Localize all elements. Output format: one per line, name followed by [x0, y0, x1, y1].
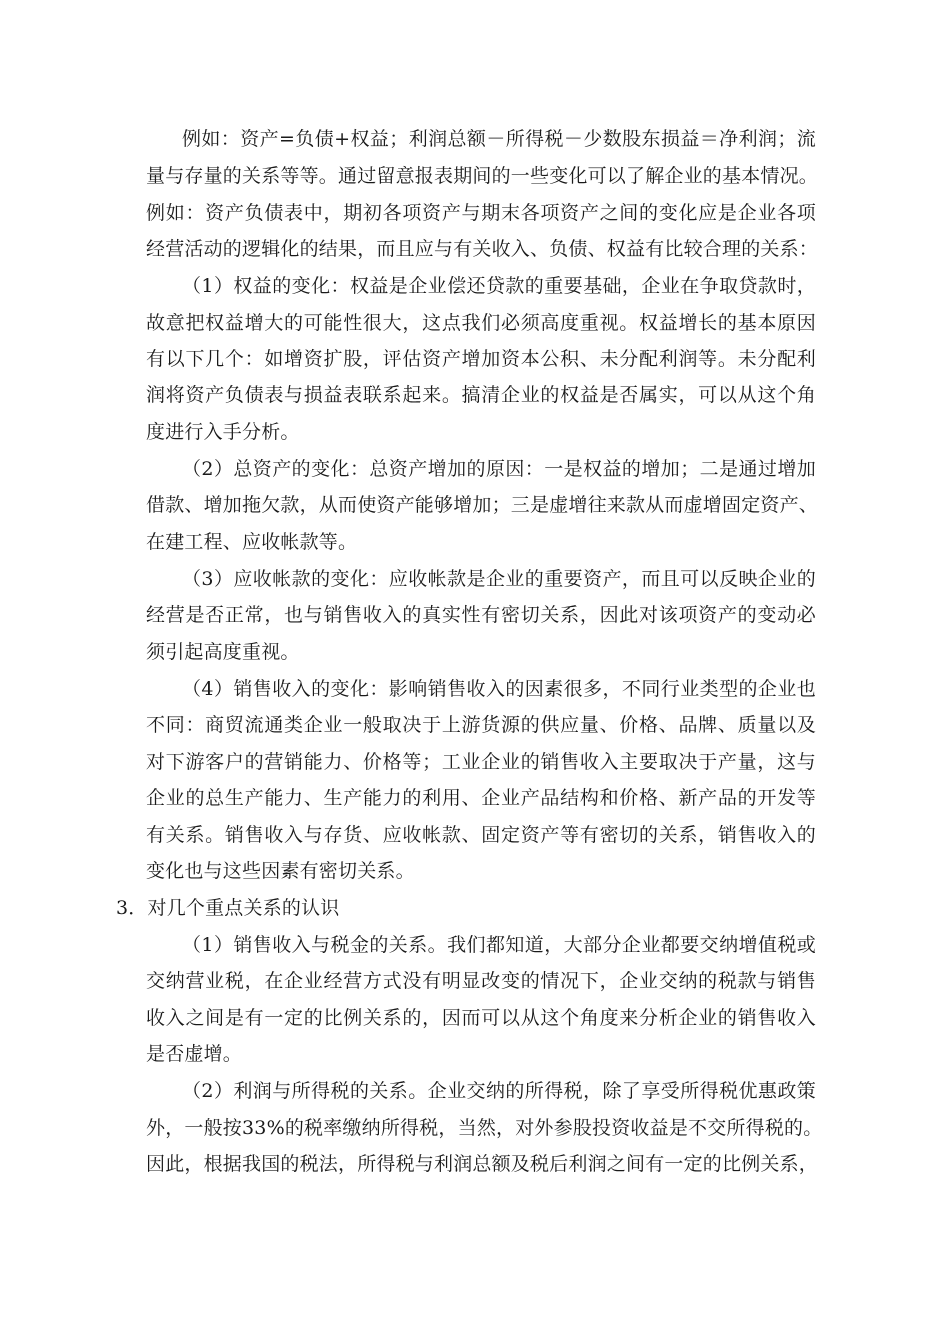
- paragraph-line: 有关系。销售收入与存货、应收帐款、固定资产等有密切的关系，销售收入的: [146, 824, 816, 846]
- paragraph-line: 企业的总生产能力、生产能力的利用、企业产品结构和价格、新产品的开发等: [146, 787, 816, 809]
- paragraph-line: 收入之间是有一定的比例关系的，因而可以从这个角度来分析企业的销售收入: [146, 1007, 816, 1029]
- paragraph-line: （2）利润与所得税的关系。企业交纳的所得税，除了享受所得税优惠政策: [182, 1080, 816, 1102]
- paragraph-line: （4）销售收入的变化：影响销售收入的因素很多，不同行业类型的企业也: [182, 678, 816, 700]
- paragraph-line: 润将资产负债表与损益表联系起来。搞清企业的权益是否属实，可以从这个角: [146, 384, 816, 406]
- paragraph-line: 有以下几个：如增资扩股，评估资产增加资本公积、未分配利润等。未分配利: [146, 348, 816, 370]
- paragraph-line: （1）权益的变化：权益是企业偿还贷款的重要基础，企业在争取贷款时，: [182, 275, 816, 297]
- paragraph-line: 度进行入手分析。: [146, 421, 300, 443]
- paragraph-line: 借款、增加拖欠款，从而使资产能够增加；三是虚增往来款从而虚增固定资产、: [146, 494, 819, 516]
- paragraph-line: 是否虚增。: [146, 1043, 243, 1065]
- paragraph-line: 经营活动的逻辑化的结果，而且应与有关收入、负债、权益有比较合理的关系：: [146, 238, 819, 260]
- paragraph-line: 例如：资产负债表中，期初各项资产与期末各项资产之间的变化应是企业各项: [146, 202, 816, 224]
- paragraph-line: 经营是否正常，也与销售收入的真实性有密切关系，因此对该项资产的变动必: [146, 604, 816, 626]
- paragraph-line: 因此，根据我国的税法，所得税与利润总额及税后利润之间有一定的比例关系，: [146, 1153, 819, 1175]
- paragraph-line: 对下游客户的营销能力、价格等；工业企业的销售收入主要取决于产量，这与: [146, 751, 816, 773]
- paragraph-line: 须引起高度重视。: [146, 641, 300, 663]
- paragraph-line: 变化也与这些因素有密切关系。: [146, 860, 415, 882]
- paragraph-line: （3）应收帐款的变化：应收帐款是企业的重要资产，而且可以反映企业的: [182, 568, 816, 590]
- paragraph-line: 量与存量的关系等等。通过留意报表期间的一些变化可以了解企业的基本情况。: [146, 165, 819, 187]
- paragraph-line: 交纳营业税，在企业经营方式没有明显改变的情况下，企业交纳的税款与销售: [146, 970, 816, 992]
- paragraph-line: 不同：商贸流通类企业一般取决于上游货源的供应量、价格、品牌、质量以及: [146, 714, 816, 736]
- paragraph-line: 故意把权益增大的可能性很大，这点我们必须高度重视。权益增长的基本原因: [146, 312, 816, 334]
- paragraph-line: （2）总资产的变化：总资产增加的原因：一是权益的增加；二是通过增加: [182, 458, 816, 480]
- paragraph-line: 外，一般按33%的税率缴纳所得税，当然，对外参股投资收益是不交所得税的。: [146, 1117, 823, 1139]
- paragraph-line: 在建工程、应收帐款等。: [146, 531, 358, 553]
- section-heading: 3．对几个重点关系的认识: [116, 897, 340, 919]
- paragraph-line: （1）销售收入与税金的关系。我们都知道，大部分企业都要交纳增值税或: [182, 934, 816, 956]
- paragraph-line: 例如：资产=负债+权益；利润总额－所得税－少数股东损益＝净利润；流: [182, 128, 816, 150]
